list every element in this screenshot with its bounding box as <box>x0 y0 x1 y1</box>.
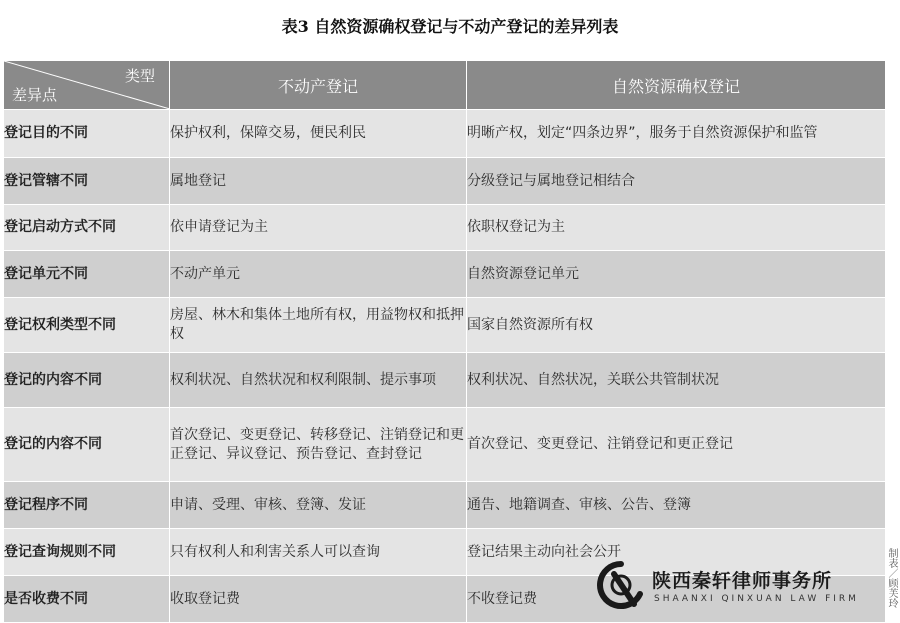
table-row <box>4 110 886 158</box>
table-row <box>4 353 886 408</box>
row-real-estate-value: 房屋、林木和集体土地所有权，用益物权和抵押权 <box>170 298 467 353</box>
table-row <box>4 251 886 298</box>
corner-type-label: 类型 <box>124 67 155 85</box>
corner-header-cell <box>4 61 170 110</box>
header-row <box>4 61 886 110</box>
row-difference-point: 是否收费不同 <box>4 576 170 623</box>
watermark-name-en: SHAANXI QINXUAN LAW FIRM <box>654 594 859 604</box>
row-difference-point: 登记程序不同 <box>4 482 170 529</box>
row-real-estate-value: 申请、受理、审核、登簿、发证 <box>170 482 467 529</box>
row-natural-value: 分级登记与属地登记相结合 <box>467 158 886 205</box>
row-difference-point: 登记目的不同 <box>4 110 170 158</box>
column-header-real-estate: 不动产登记 <box>170 61 467 110</box>
table-row <box>4 408 886 482</box>
row-natural-value: 明晰产权，划定“四条边界”，服务于自然资源保护和监管 <box>467 110 886 158</box>
row-difference-point: 登记单元不同 <box>4 251 170 298</box>
table-row <box>4 205 886 251</box>
row-natural-value: 不收登记费 <box>467 576 886 623</box>
row-natural-value: 登记结果主动向社会公开 <box>467 529 886 576</box>
row-difference-point: 登记查询规则不同 <box>4 529 170 576</box>
row-real-estate-value: 权利状况、自然状况和权利限制、提示事项 <box>170 353 467 408</box>
difference-table <box>3 60 886 623</box>
table-title: 表3 自然资源确权登记与不动产登记的差异列表 <box>281 17 619 36</box>
row-natural-value: 首次登记、变更登记、注销登记和更正登记 <box>467 408 886 482</box>
row-real-estate-value: 首次登记、变更登记、转移登记、注销登记和更正登记、异议登记、预告登记、查封登记 <box>170 408 467 482</box>
row-real-estate-value: 依申请登记为主 <box>170 205 467 251</box>
row-difference-point: 登记权利类型不同 <box>4 298 170 353</box>
column-header-natural-resources: 自然资源确权登记 <box>467 61 886 110</box>
row-difference-point: 登记的内容不同 <box>4 353 170 408</box>
row-difference-point: 登记管辖不同 <box>4 158 170 205</box>
table-row <box>4 158 886 205</box>
row-difference-point: 登记的内容不同 <box>4 408 170 482</box>
row-difference-point: 登记启动方式不同 <box>4 205 170 251</box>
qinxuan-logo-icon <box>596 560 646 610</box>
row-natural-value: 依职权登记为主 <box>467 205 886 251</box>
corner-diff-label: 差异点 <box>12 86 58 104</box>
row-real-estate-value: 属地登记 <box>170 158 467 205</box>
row-natural-value: 国家自然资源所有权 <box>467 298 886 353</box>
law-firm-watermark <box>596 560 876 610</box>
row-real-estate-value: 保护权利，保障交易，便民利民 <box>170 110 467 158</box>
table-row <box>4 298 886 353</box>
row-natural-value: 权利状况、自然状况，关联公共管制状况 <box>467 353 886 408</box>
table-credit: 制表／顾芙玲 <box>886 548 897 608</box>
row-natural-value: 通告、地籍调查、审核、公告、登簿 <box>467 482 886 529</box>
table-row <box>4 482 886 529</box>
watermark-name-cn: 陕西秦轩律师事务所 <box>652 570 833 592</box>
row-real-estate-value: 只有权利人和利害关系人可以查询 <box>170 529 467 576</box>
row-natural-value: 自然资源登记单元 <box>467 251 886 298</box>
row-real-estate-value: 不动产单元 <box>170 251 467 298</box>
row-real-estate-value: 收取登记费 <box>170 576 467 623</box>
